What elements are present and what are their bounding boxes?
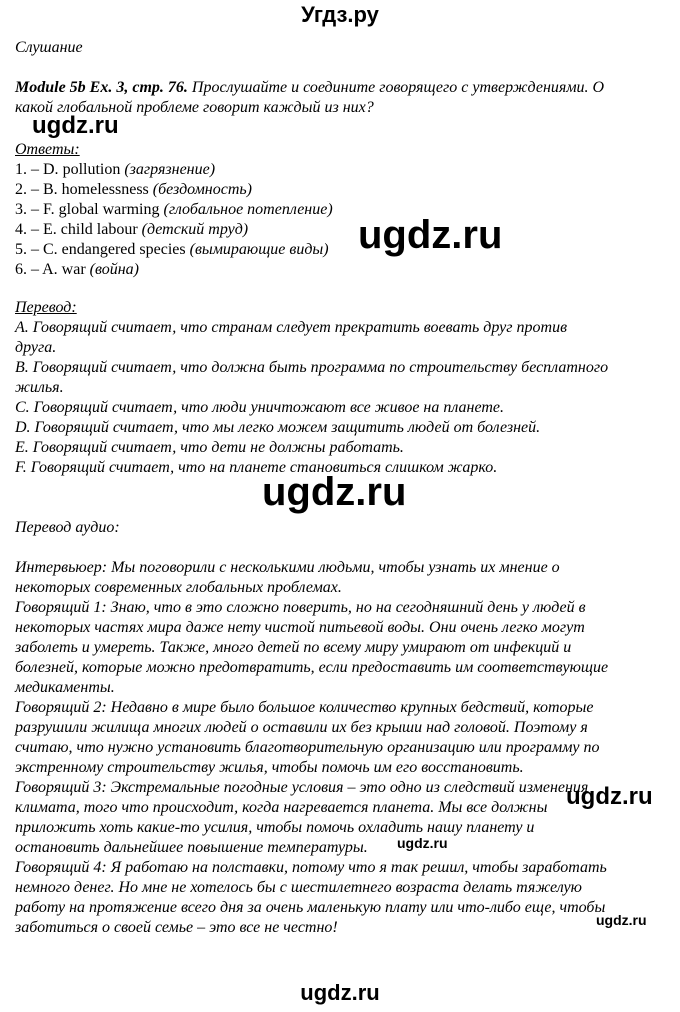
answer-russian: (вымирающие виды) <box>189 241 329 258</box>
site-title: Угдз.ру <box>301 2 379 27</box>
audio-line: Говорящий 3: Экстремальные погодные условия – это одно из следствий изменения <box>15 779 589 796</box>
audio-line: работу на протяжение всего дня за очень маленькую плату или что-либо еще, чтобы <box>15 899 606 916</box>
translation-line: E. Говорящий считает, что дети не должны работать. <box>15 439 404 456</box>
audio-line: немного денег. Но мне не хотелось бы с шестилетнего возраста делать тяжелую <box>15 879 582 896</box>
audio-line: Интервьюер: Мы поговорили с несколькими людьми, чтобы узнать их мнение о <box>15 559 560 576</box>
task-text: Прослушайте и соедините говорящего с утверждениями. О <box>187 79 605 96</box>
answer-number: 6. – A. <box>15 261 62 278</box>
translation-line: B. Говорящий считает, что должна быть программа по строительству бесплатного <box>15 359 609 376</box>
translation-line: A. Говорящий считает, что странам следует прекратить воевать друг против <box>15 319 568 336</box>
translation-line: F. Говорящий считает, что на планете становиться слишком жарко. <box>15 459 498 476</box>
answer-russian: (война) <box>89 261 139 278</box>
audio-line: приложить хоть какие-то усилия, чтобы помочь охладить нашу планету и <box>15 819 535 836</box>
answer-number: 4. – E. <box>15 221 61 238</box>
answer-english: global warming <box>58 201 164 218</box>
translation-heading: Перевод: <box>15 299 77 316</box>
answer-number: 5. – C. <box>15 241 62 258</box>
section-title: Слушание <box>15 39 83 56</box>
answer-number: 3. – F. <box>15 201 59 218</box>
task-line-1 <box>15 78 604 98</box>
task-line-2: какой глобальной проблеме говорит каждый из них? <box>15 99 374 116</box>
audio-line: Говорящий 4: Я работаю на полставки, потому что я так решил, чтобы заработать <box>15 859 607 876</box>
audio-line: заболеть и умереть. Также, много детей по всему миру умирают от инфекций и <box>15 639 572 656</box>
watermark: ugdz.ru <box>397 835 448 851</box>
footer-watermark: ugdz.ru <box>300 980 380 1005</box>
translation-line: друга. <box>15 339 57 356</box>
answer-russian: (глобальное потепление) <box>163 201 333 218</box>
audio-line: остановить дальнейшее повышение температуры. <box>15 839 368 856</box>
answer-item <box>15 200 333 220</box>
task-ref: Module 5b Ex. 3, стр. 76. <box>15 79 188 96</box>
answer-english: child labour <box>60 221 142 238</box>
audio-line: заботиться о своей семье – это все не честно! <box>15 919 338 936</box>
answer-item <box>15 220 248 240</box>
answer-item <box>15 180 252 200</box>
answer-english: war <box>61 261 90 278</box>
audio-line: экстренному строительству жилья, чтобы помочь им его восстановить. <box>15 759 524 776</box>
translation-line: C. Говорящий считает, что люди уничтожают все живое на планете. <box>15 399 505 416</box>
watermark: ugdz.ru <box>596 912 647 928</box>
watermark: ugdz.ru <box>32 112 119 139</box>
audio-line: болезней, которые можно предотвратить, если предоставить им соответствующие <box>15 659 609 676</box>
answer-item <box>15 160 215 180</box>
audio-line: некоторых частях мира даже нету чистой питьевой воды. Они очень легко могут <box>15 619 585 636</box>
watermark: ugdz.ru <box>262 470 407 514</box>
audio-line: некоторых современных глобальных проблемах. <box>15 579 342 596</box>
watermark: ugdz.ru <box>358 213 503 257</box>
answer-english: homelessness <box>61 181 153 198</box>
audio-line: медикаменты. <box>15 679 115 696</box>
audio-line: считаю, что нужно установить благотворительную организацию или программу по <box>15 739 600 756</box>
answer-item <box>15 260 139 280</box>
audio-line: климата, того что происходит, когда нагревается планета. Мы все должны <box>15 799 548 816</box>
answer-russian: (загрязнение) <box>124 161 216 178</box>
answer-number: 1. – D. <box>15 161 63 178</box>
answer-english: pollution <box>62 161 125 178</box>
audio-heading: Перевод аудио: <box>15 519 120 536</box>
answers-heading: Ответы: <box>15 141 80 158</box>
answer-english: endangered species <box>61 241 190 258</box>
audio-line: разрушили жилища многих людей о оставили их без крыши над головой. Поэтому я <box>15 719 588 736</box>
answer-russian: (детский труд) <box>141 221 249 238</box>
answer-russian: (бездомность) <box>152 181 252 198</box>
answer-number: 2. – B. <box>15 181 62 198</box>
audio-line: Говорящий 2: Недавно в мире было большое количество крупных бедствий, которые <box>15 699 594 716</box>
watermark: ugdz.ru <box>566 783 653 810</box>
audio-line: Говорящий 1: Знаю, что в это сложно поверить, но на сегодняшний день у людей в <box>15 599 586 616</box>
answer-item <box>15 240 329 260</box>
translation-line: D. Говорящий считает, что мы легко можем защитить людей от болезней. <box>15 419 541 436</box>
translation-line: жилья. <box>15 379 64 396</box>
